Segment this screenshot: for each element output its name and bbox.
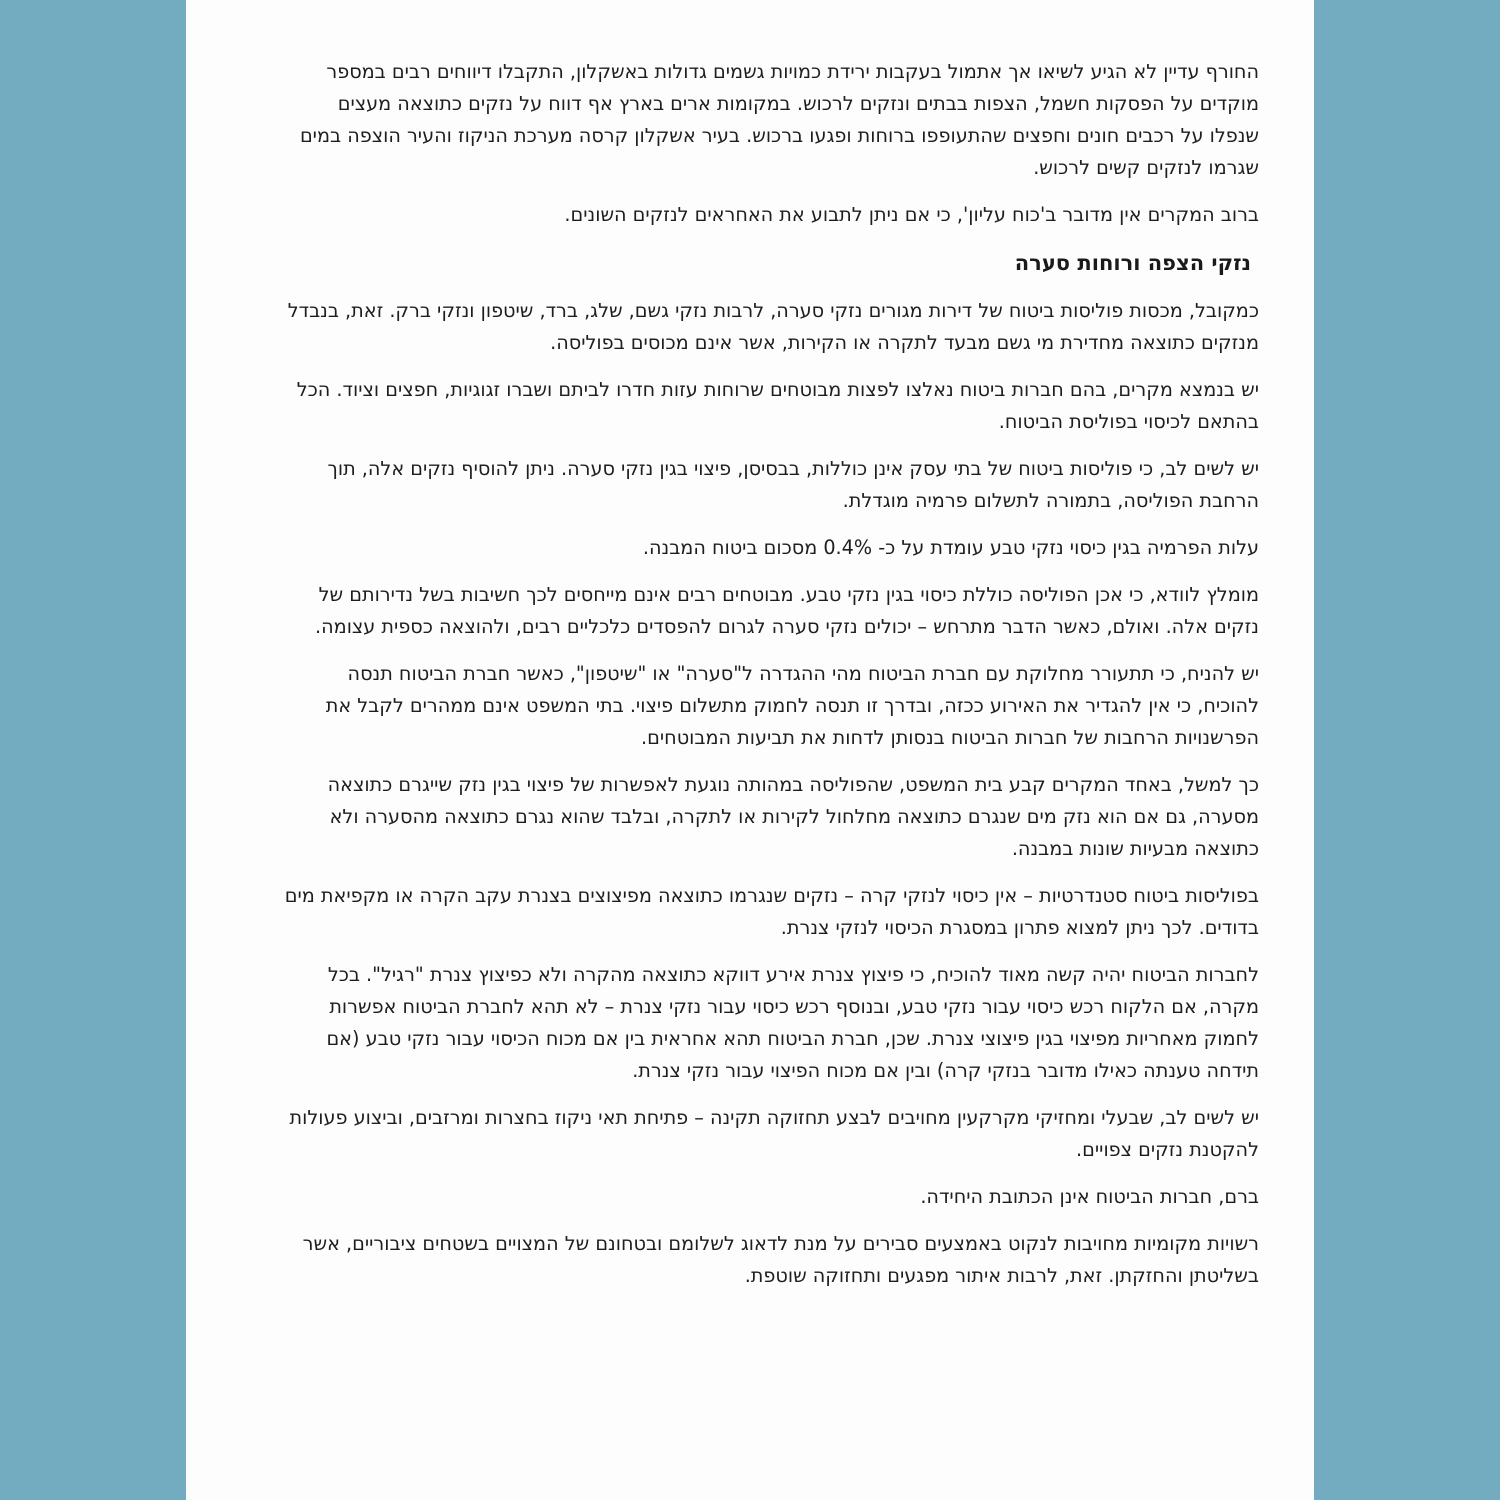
document-page [186, 0, 1314, 1500]
body-paragraph-7: כך למשל, באחד המקרים קבע בית המשפט, שהפוליסה במהותה נוגעת לאפשרות של פיצוי בגין נזק שייגרם כתוצאה מסערה, גם אם הוא נזק מים שנגרם כתוצאה מחלחול לקירות או לתקרה, ובלבד שהוא נגרם כתוצאה מהסערה ולא כתוצאה מבעיות שונות במבנה. [327, 773, 1259, 860]
article-body [284, 56, 1259, 1307]
body-paragraph-6: יש להניח, כי תתעורר מחלוקת עם חברת הביטוח מהי ההגדרה ל"סערה" או "שיטפון", כאשר חברת הביטוח תנסה להוכיח, כי אין להגדיר את האירוע ככזה, ובדרך זו תנסה לחמוק מתשלום פיצוי. בתי המשפט אינם ממהרים לקבל את הפרשנויות הרחבות של חברות הביטוח בנסותן לדחות את תביעות המבוטחים. [325, 662, 1259, 749]
body-paragraph-12: רשויות מקומיות מחויבות לנקוט באמצעים סבירים על מנת לדאוג לשלומם ובטחונם של המצויים בשטחים ציבוריים, אשר בשליטתן והחזקתן. זאת, לרבות איתור מפגעים ותחזוקה שוטפת. [302, 1232, 1259, 1287]
intro-paragraph-2: ברוב המקרים אין מדובר ב'כוח עליון', כי אם ניתן לתבוע את האחראים לנזקים השונים. [564, 203, 1259, 226]
body-paragraph-10: יש לשים לב, שבעלי ומחזיקי מקרקעין מחויבים לבצע תחזוקה תקינה – פתיחת תאי ניקוז בחצרות ומרזבים, וביצוע פעולות להקטנת נזקים צפויים. [289, 1106, 1259, 1161]
body-paragraph-2: יש בנמצא מקרים, בהם חברות ביטוח נאלצו לפצות מבוטחים שרוחות עזות חדרו לביתם ושברו זגוגיות, חפצים וציוד. הכל בהתאם לכיסוי בפוליסת הביטוח. [296, 378, 1259, 433]
body-paragraph-11: ברם, חברות הביטוח אינן הכתובת היחידה. [920, 1185, 1259, 1208]
body-paragraph-8: בפוליסות ביטוח סטנדרטיות – אין כיסוי לנזקי קרה – נזקים שנגרמו כתוצאה מפיצוצים בצנרת עקב הקרה או מקפיאת מים בדודים. לכך ניתן למצוא פתרון במסגרת הכיסוי לנזקי צנרת. [284, 884, 1259, 939]
intro-paragraph-1: החורף עדיין לא הגיע לשיאו אך אתמול בעקבות ירידת כמויות גשמים גדולות באשקלון, התקבלו דיווחים רבים במספר מוקדים על הפסקות חשמל, הצפות בבתים ונזקים לרכוש. במקומות ארים בארץ אף דווח על נזקים כתוצאה מעצים שנפלו על רכבים חונים וחפצים שהתעופפו ברוחות ופגעו ברכוש. בעיר אשקלון קרסה מערכת הניקוז והעיר הוצפה במים שגרמו לנזקים קשים לרכוש. [299, 60, 1259, 179]
body-paragraph-5: מומלץ לוודא, כי אכן הפוליסה כוללת כיסוי בגין נזקי טבע. מבוטחים רבים אינם מייחסים לכך חשיבות בשל נדירותם של נזקים אלה. ואולם, כאשר הדבר מתרחש – יכולים נזקי סערה לגרום להפסדים כלכליים רבים, ולהוצאה כספית עצומה. [315, 583, 1259, 638]
body-paragraph-3: יש לשים לב, כי פוליסות ביטוח של בתי עסק אינן כוללות, בבסיסן, פיצוי בגין נזקי סערה. ניתן להוסיף נזקים אלה, תוך הרחבת הפוליסה, בתמורה לתשלום פרמיה מוגדלת. [327, 457, 1259, 512]
body-paragraph-9: לחברות הביטוח יהיה קשה מאוד להוכיח, כי פיצוץ צנרת אירע דווקא כתוצאה מהקרה ולא כפיצוץ צנרת "רגיל". בכל מקרה, אם הלקוח רכש כיסוי עבור נזקי טבע, ובנוסף רכש כיסוי עבור נזקי צנרת – לא תהא לחברת הביטוח אפשרות לחמוק מאחריות מפיצוי בגין פיצוצי צנרת. שכן, חברת הביטוח תהא אחראית בין אם מכוח הכיסוי עבור נזקי טבע (אם תידחה טענתה כאילו מדובר בנזקי קרה) ובין אם מכוח הפיצוי עבור נזקי צנרת. [326, 963, 1259, 1082]
body-paragraph-4: עלות הפרמיה בגין כיסוי נזקי טבע עומדת על כ- 0.4% מסכום ביטוח המבנה. [642, 536, 1259, 559]
section-heading: נזקי הצפה ורוחות סערה [1014, 251, 1251, 275]
body-paragraph-1: כמקובל, מכסות פוליסות ביטוח של דירות מגורים נזקי סערה, לרבות נזקי גשם, שלג, ברד, שיטפון ונזקי ברק. זאת, בנבדל מנזקים כתוצאה מחדירת מי גשם מבעד לתקרה או הקירות, אשר אינם מכוסים בפוליסה. [287, 299, 1259, 354]
